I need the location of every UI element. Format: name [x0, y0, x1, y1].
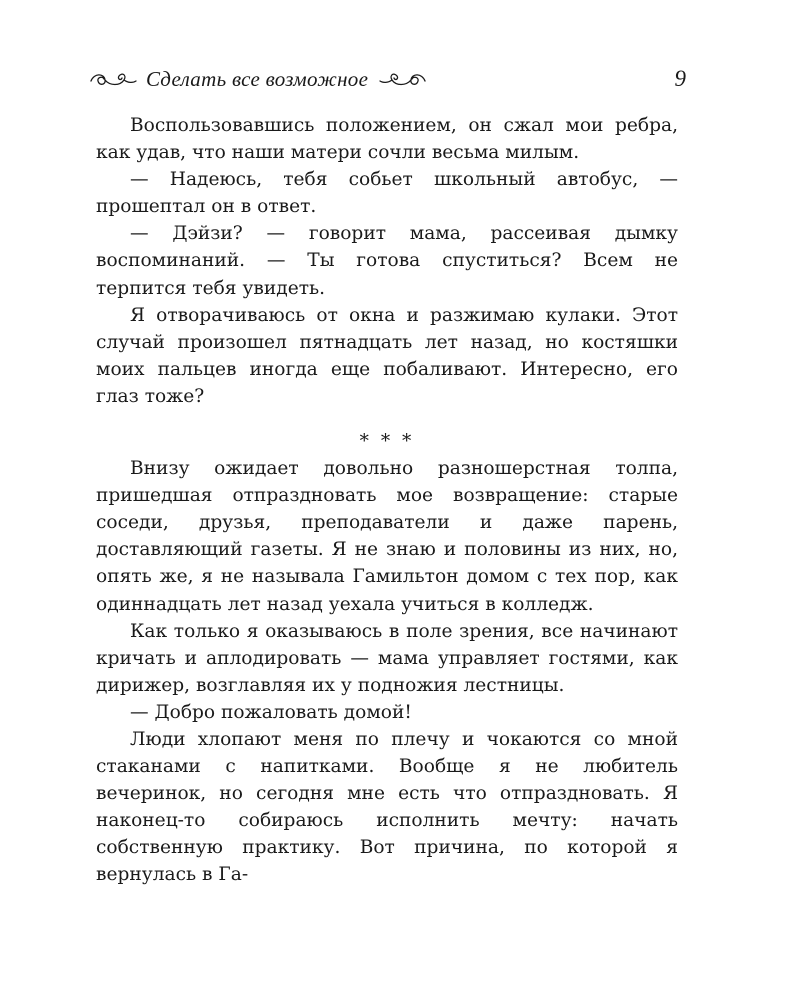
scene-break: * * * — [359, 431, 415, 453]
right-flourish-ornament-icon — [378, 69, 428, 89]
page-number: 9 — [674, 66, 686, 91]
paragraph: Воспользовавшись положением, он сжал мои ребра, как удав, что наши матери сочли весьма милым. — [96, 115, 678, 164]
body-text — [96, 112, 678, 889]
left-flourish-ornament-icon — [88, 69, 138, 89]
running-header-title: Сделать все возможное — [146, 66, 369, 91]
paragraph: Как только я оказываюсь в поле зрения, все начинают кричать и аплодировать — мама управляет гостями, как дирижер, возглавляя их у подножия лестницы. — [96, 620, 678, 696]
paragraph: — Добро пожаловать домой! — [130, 701, 412, 723]
paragraph: — Надеюсь, тебя собьет школьный автобус, — прошептал он в ответ. — [96, 169, 678, 218]
paragraph: Я отворачиваюсь от окна и разжимаю кулаки. Этот случай произошел пятнадцать лет назад, но костяшки моих пальцев иногда еще побаливают. Интересно, его глаз тоже? — [96, 304, 678, 407]
paragraph: Внизу ожидает довольно разношерстная толпа, пришедшая отпраздновать мое возвращение: старые соседи, друзья, преподаватели и даже парень, доставляющий газеты. Я не знаю и половины из них, но, опять же, я не называла Гамильтон домом с тех пор, как одиннадцать лет назад уехала учиться в колледж. — [96, 458, 678, 615]
paragraph: Люди хлопают меня по плечу и чокаются со мной стаканами с напитками. Вообще я не любитель вечеринок, но сегодня мне есть что отпраздновать. Я наконец-то собираюсь исполнить мечту: начать собственную практику. Вот причина, по которой я вернулась в Га- — [96, 728, 678, 886]
running-header — [88, 62, 690, 96]
paragraph: — Дэйзи? — говорит мама, рассеивая дымку воспоминаний. — Ты готова спуститься? Всем не терпится тебя увидеть. — [96, 223, 678, 299]
